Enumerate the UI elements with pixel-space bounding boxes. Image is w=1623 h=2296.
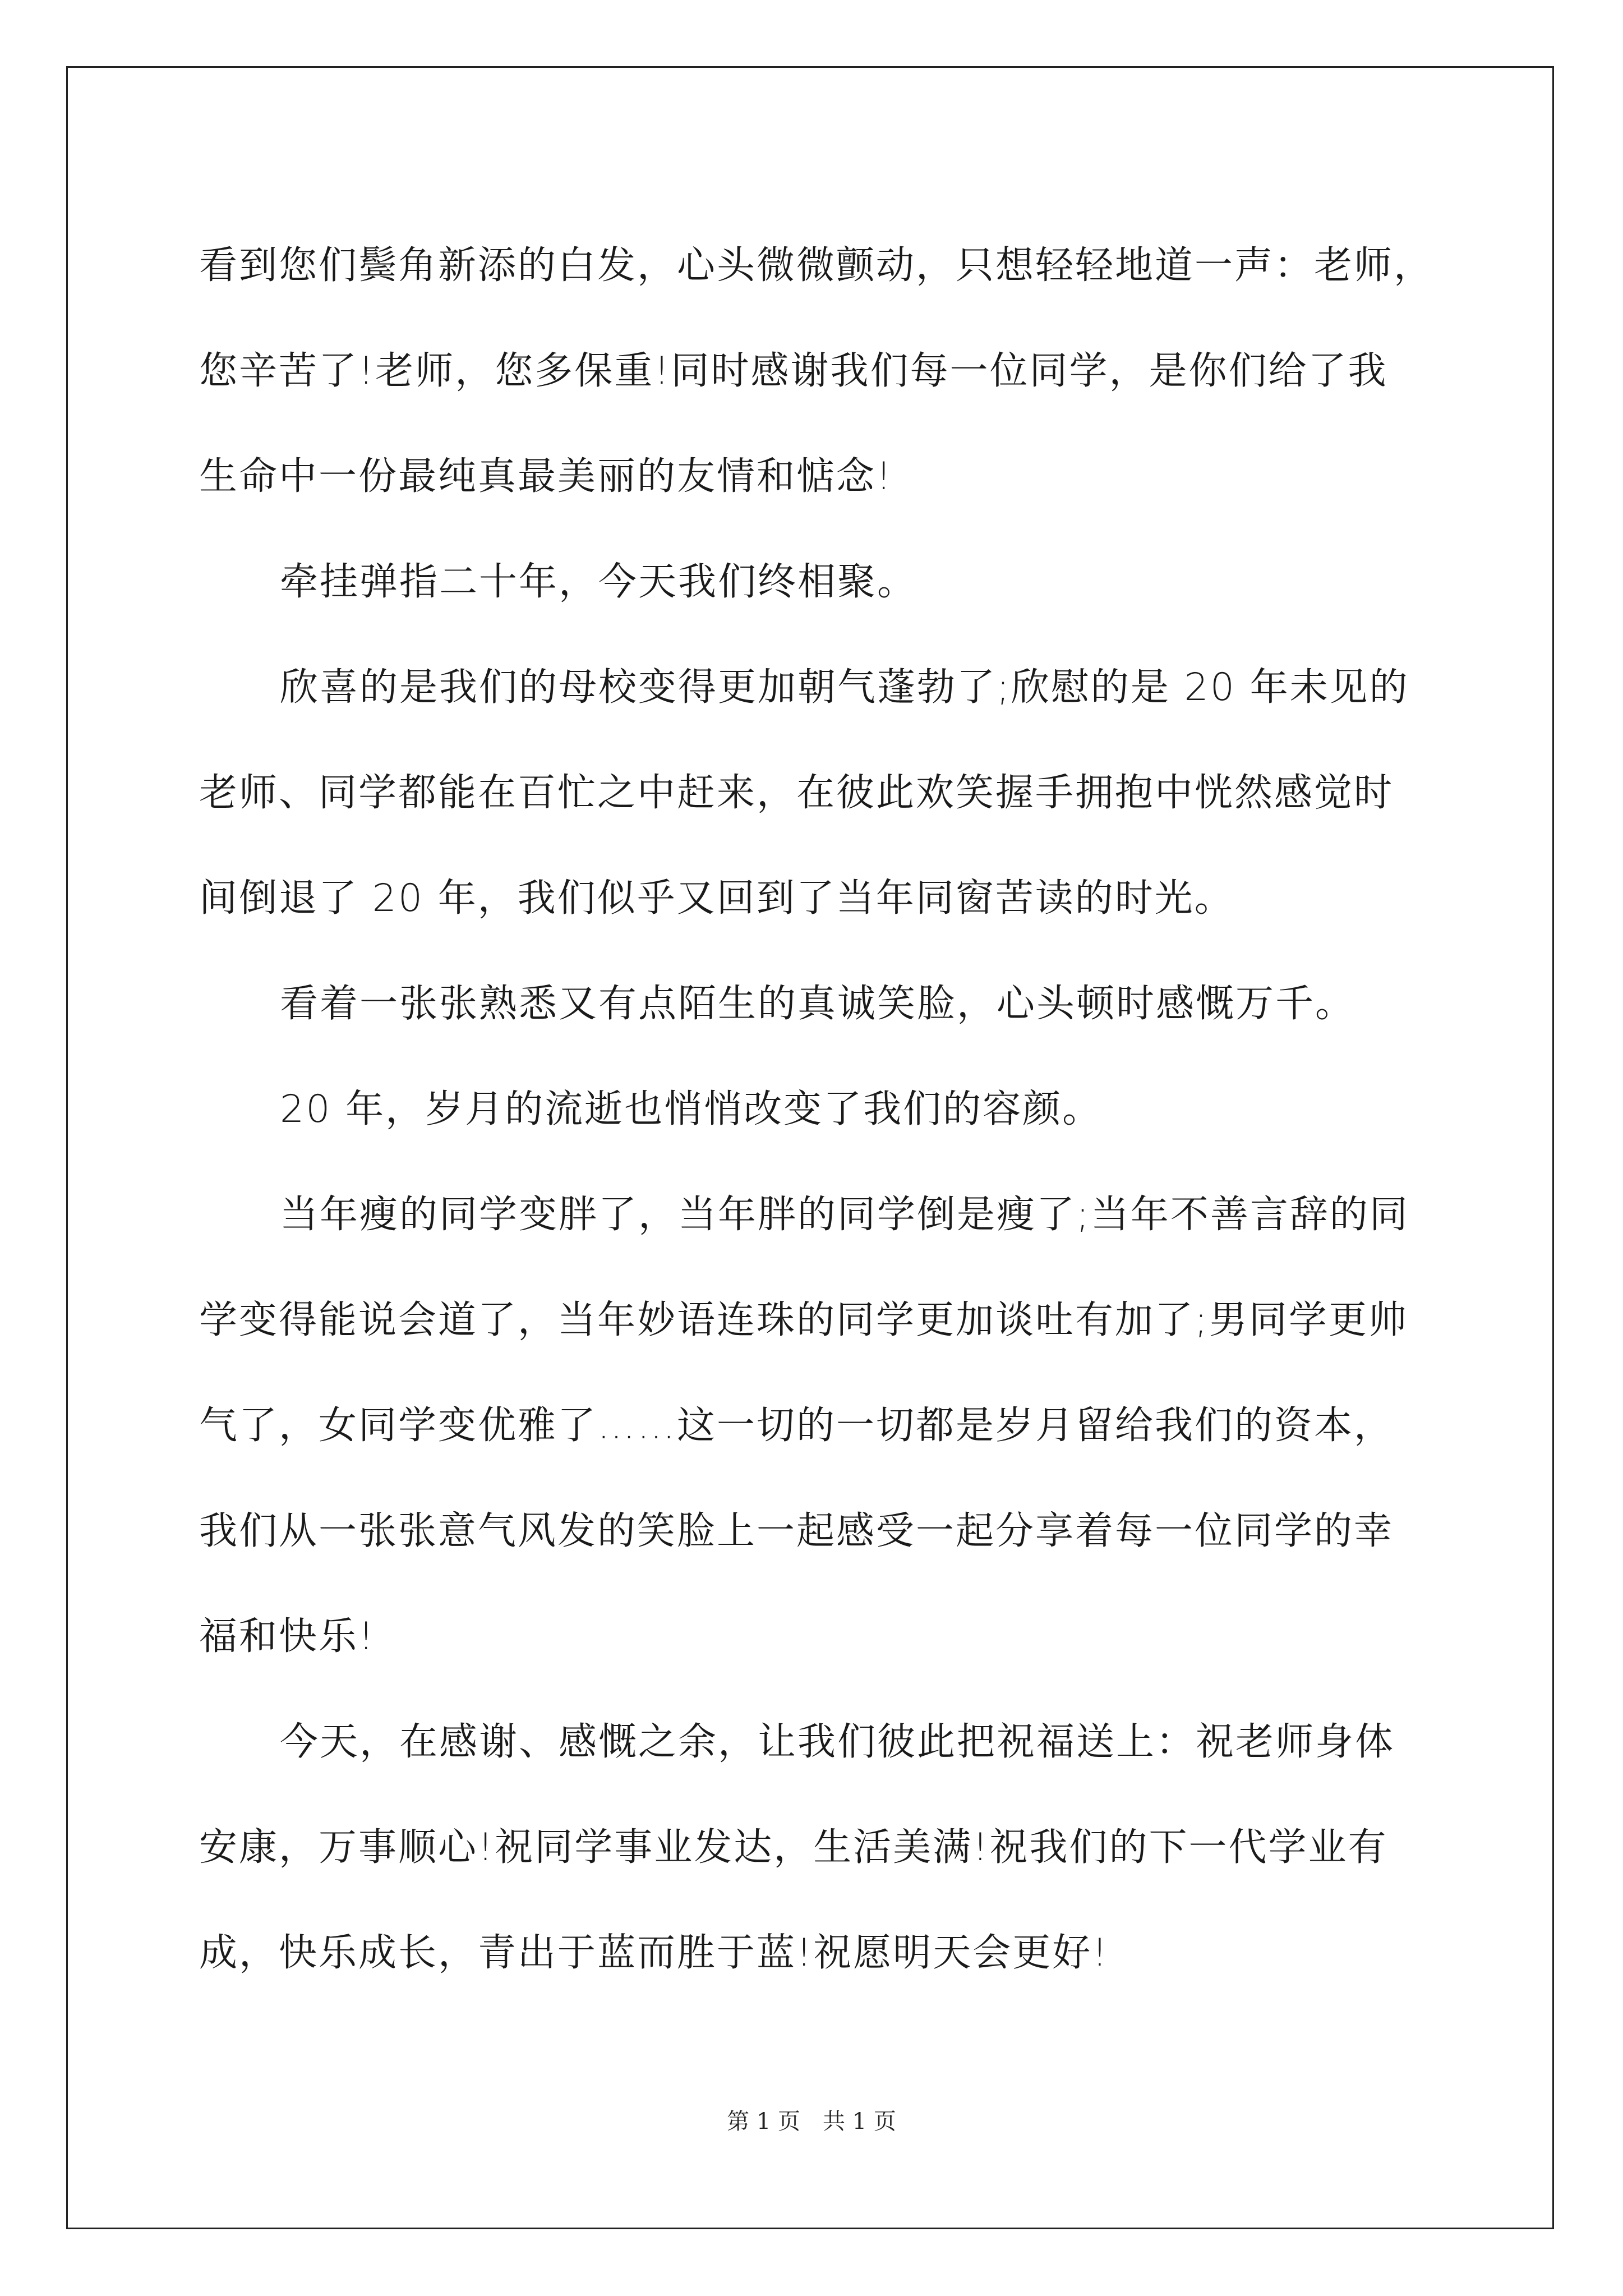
text-line: 牵挂弹指二十年，今天我们终相聚。: [280, 560, 917, 604]
text-line: 看着一张张熟悉又有点陌生的真诚笑脸，心头顿时感慨万千。: [280, 982, 1355, 1026]
page-number-current: 第 1 页: [727, 2109, 800, 2134]
text-line: 您辛苦了!老师，您多保重!同时感谢我们每一位同学，是你们给了我: [199, 349, 1388, 393]
text-line: 安康，万事顺心!祝同学事业发达，生活美满!祝我们的下一代学业有: [199, 1825, 1388, 1870]
page-footer: [0, 2104, 1623, 2136]
text-line: 20 年，岁月的流逝也悄悄改变了我们的容颜。: [280, 1087, 1103, 1131]
page-number-total: 共 1 页: [823, 2109, 896, 2134]
text-line: 我们从一张张意气风发的笑脸上一起感受一起分享着每一位同学的幸: [199, 1509, 1394, 1553]
text-line: 今天，在感谢、感慨之余，让我们彼此把祝福送上：祝老师身体: [280, 1720, 1395, 1764]
text-line: 成，快乐成长，青出于蓝而胜于蓝!祝愿明天会更好!: [199, 1931, 1109, 1975]
text-line: 当年瘦的同学变胖了，当年胖的同学倒是瘦了;当年不善言辞的同: [280, 1193, 1409, 1237]
text-line: 看到您们鬓角新添的白发，心头微微颤动，只想轻轻地道一声：老师，: [199, 243, 1434, 288]
text-line: 老师、同学都能在百忙之中赶来，在彼此欢笑握手拥抱中恍然感觉时: [199, 771, 1394, 815]
text-line: 学变得能说会道了，当年妙语连珠的同学更加谈吐有加了;男同学更帅: [199, 1298, 1408, 1342]
text-line: 生命中一份最纯真最美丽的友情和惦念!: [199, 454, 893, 499]
text-line: 福和快乐!: [199, 1614, 376, 1659]
text-line: 间倒退了 20 年，我们似乎又回到了当年同窗苦读的时光。: [199, 876, 1234, 921]
document-body: [199, 213, 1438, 2006]
text-line: 欣喜的是我们的母校变得更加朝气蓬勃了;欣慰的是 20 年未见的: [280, 665, 1409, 710]
text-line: 气了，女同学变优雅了……这一切的一切都是岁月留给我们的资本，: [199, 1404, 1394, 1448]
